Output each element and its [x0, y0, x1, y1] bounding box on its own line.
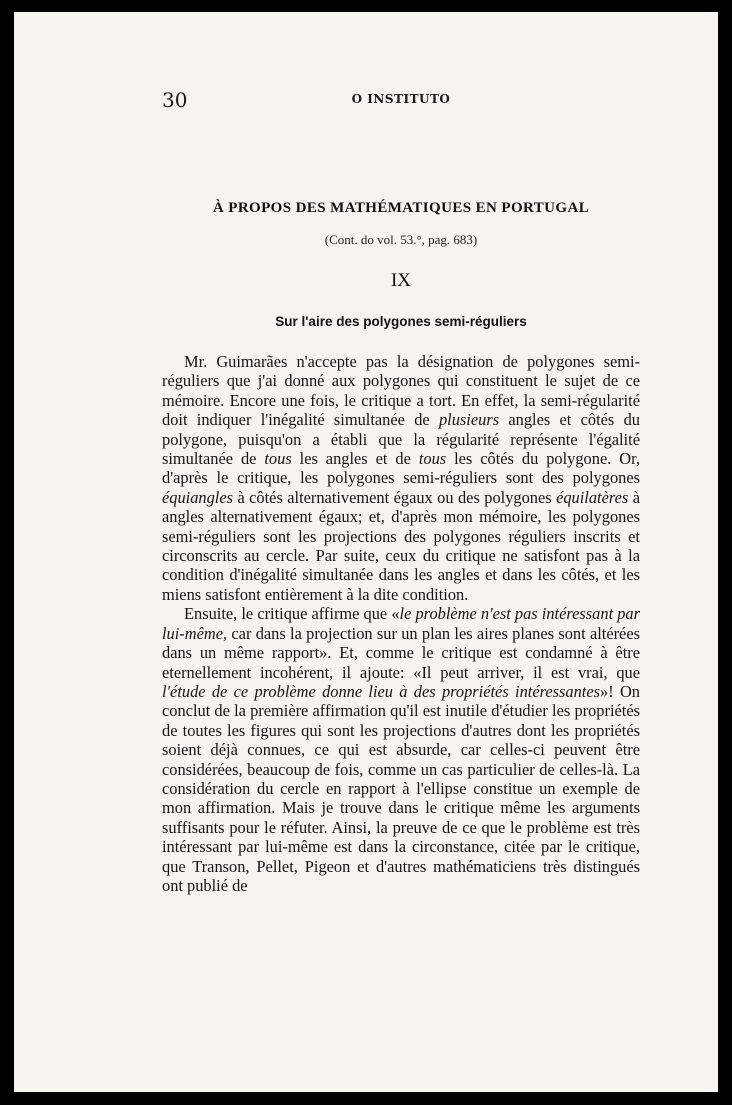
page-number: 30	[162, 88, 188, 112]
text-run: »! On conclut de la première affirmation qu'il est inutile d'étudier les propriétés de toutes les figures qui sont les projections d'autres dont les propriétés soient déjà connues, ce qui est absurde, car celles-ci peuvent être considérées, beaucoup de fois, comme un cas particulier de celles-là. La considération du cercle en rapport à l'ellipse constitue un exemple de mon affirmation. Mais je trouve dans le critique même les arguments suffisants pour le réfuter. Ainsi, la preuve de ce que le problème est très intéressant par lui-même est dans la circonstance, citée par le critique, que Transon, Pellet, Pigeon et d'autres mathématiciens très distingués ont publié de	[162, 681, 640, 895]
text-run: Ensuite, le critique affirme que «	[184, 604, 400, 624]
italic-run: équilatères	[556, 487, 629, 507]
section-number: IX	[390, 270, 412, 291]
italic-run: équiangles	[162, 487, 234, 507]
document-page	[14, 12, 718, 1092]
article-body	[162, 352, 640, 895]
continuation-note: (Cont. do vol. 53.°, pag. 683)	[324, 232, 478, 247]
running-header	[162, 88, 640, 112]
text-run: à côtés alternativement égaux ou des polygones	[233, 487, 557, 507]
italic-run: tous	[418, 449, 447, 469]
text-run: à angles alternativement égaux; et, d'après mon mémoire, les polygones semi-réguliers sont les projections des polygones réguliers inscrits et circonscrits au cercle. Par suite, ceux du critique ne satisfont pas à la condition d'inégalité simultanée dans les angles et dans les côtés, et les miens satisfont entièrement à la dite condition.	[162, 487, 640, 604]
text-run: angles et côtés du polygone, puisqu'on a établi que la régularité représente l'égalité simultanée de	[162, 410, 640, 469]
italic-run: tous	[264, 449, 292, 469]
italic-run: l'étude de ce problème donne lieu à des propriétés intéressantes	[162, 681, 600, 701]
journal-name: O INSTITUTO	[351, 92, 451, 106]
italic-run: le problème n'est pas intéressant par lui-même,	[162, 604, 641, 643]
article-title: À PROPOS DES MATHÉMATIQUES EN PORTUGAL	[212, 200, 590, 216]
text-run: Mr. Guimarães n'accepte pas la désignation de polygones semi-réguliers que j'ai donné aux polygones qui constituent le sujet de ce mémoire. Encore une fois, le critique a tort. En effet, la semi-régularité doit indiquer l'inégalité simultanée de	[162, 352, 640, 430]
text-run: car dans la projection sur un plan les aires planes sont altérées dans un même rapport». Et, comme le critique est condamné à être eternellement incohérent, il ajoute: «Il peut arriver, il est vrai, que	[162, 623, 640, 682]
paragraph	[162, 604, 640, 895]
paragraph	[162, 352, 640, 604]
italic-run: plusieurs	[438, 410, 500, 430]
text-run: les angles et de	[291, 449, 419, 469]
text-run: les côtés du polygone. Or, d'après le critique, les polygones semi-réguliers sont des polygones	[162, 449, 640, 488]
section-title: Sur l'aire des polygones semi-réguliers	[275, 314, 527, 329]
